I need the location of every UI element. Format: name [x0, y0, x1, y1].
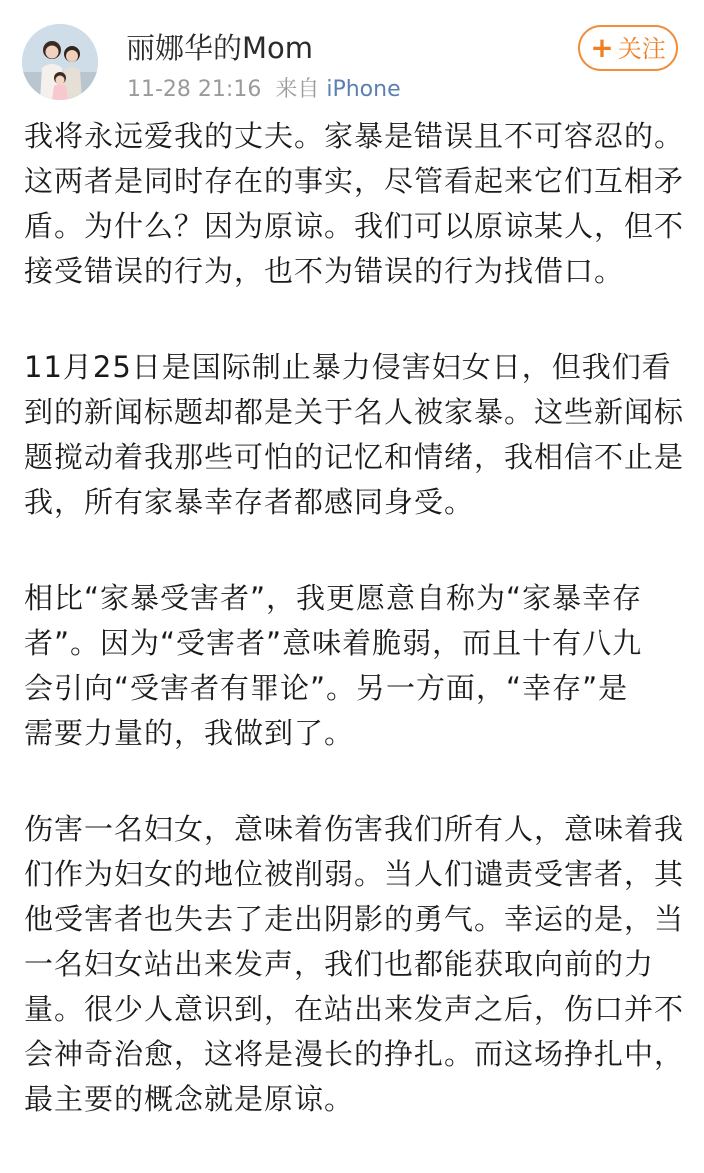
post-paragraph — [24, 576, 680, 756]
paragraph-line: 会神奇治愈，这将是漫长的挣扎。而这场挣扎中， — [24, 1037, 685, 1071]
paragraph-line: 伤害一名妇女，意味着伤害我们所有人，意味着我 — [24, 812, 685, 846]
paragraph-line: 会引向“受害者有罪论”。另一方面，“幸存”是 — [24, 671, 629, 705]
avatar-photo-icon — [22, 24, 98, 100]
paragraph-line: 到的新闻标题却都是关于名人被家暴。这些新闻标 — [24, 395, 685, 429]
paragraph-line: 这两者是同时存在的事实，尽管看起来它们互相矛 — [24, 164, 685, 198]
paragraph-line: 他受害者也失去了走出阴影的勇气。幸运的是，当 — [24, 902, 685, 936]
post-paragraph — [24, 345, 685, 525]
source-device[interactable]: iPhone — [326, 77, 401, 102]
post-timestamp: 11-28 21:16 — [127, 77, 262, 102]
post-paragraph — [24, 114, 685, 294]
post-header — [0, 0, 704, 115]
paragraph-line: 相比“家暴受害者”，我更愿意自称为“家暴幸存 — [24, 581, 643, 615]
paragraph-line: 最主要的概念就是原谅。 — [24, 1082, 355, 1116]
author-name[interactable]: 丽娜华的Mom — [126, 31, 314, 65]
paragraph-line: 接受错误的行为，也不为错误的行为找借口。 — [24, 254, 625, 288]
follow-label: 关注 — [617, 35, 666, 63]
post-paragraph — [24, 807, 685, 1122]
paragraph-line: 题搅动着我那些可怕的记忆和情绪，我相信不止是 — [24, 440, 685, 474]
avatar[interactable] — [22, 24, 98, 100]
follow-button[interactable] — [578, 25, 678, 71]
paragraph-line: 需要力量的，我做到了。 — [24, 716, 355, 750]
plus-icon: + — [590, 31, 614, 64]
paragraph-line: 我，所有家暴幸存者都感同身受。 — [24, 485, 475, 519]
post-body — [24, 114, 685, 1173]
paragraph-line: 一名妇女站出来发声，我们也都能获取向前的力 — [24, 947, 655, 981]
paragraph-line: 盾。为什么？因为原谅。我们可以原谅某人，但不 — [24, 209, 685, 243]
paragraph-line: 量。很少人意识到，在站出来发声之后，伤口并不 — [24, 992, 685, 1026]
paragraph-line: 们作为妇女的地位被削弱。当人们谴责受害者，其 — [24, 857, 685, 891]
paragraph-line: 者”。因为“受害者”意味着脆弱，而且十有八九 — [24, 626, 643, 660]
post-meta — [127, 76, 401, 104]
source-prefix: 来自 — [275, 77, 320, 102]
paragraph-line: 我将永远爱我的丈夫。家暴是错误且不可容忍的。 — [24, 119, 685, 153]
paragraph-line: 11月25日是国际制止暴力侵害妇女日，但我们看 — [24, 350, 672, 384]
